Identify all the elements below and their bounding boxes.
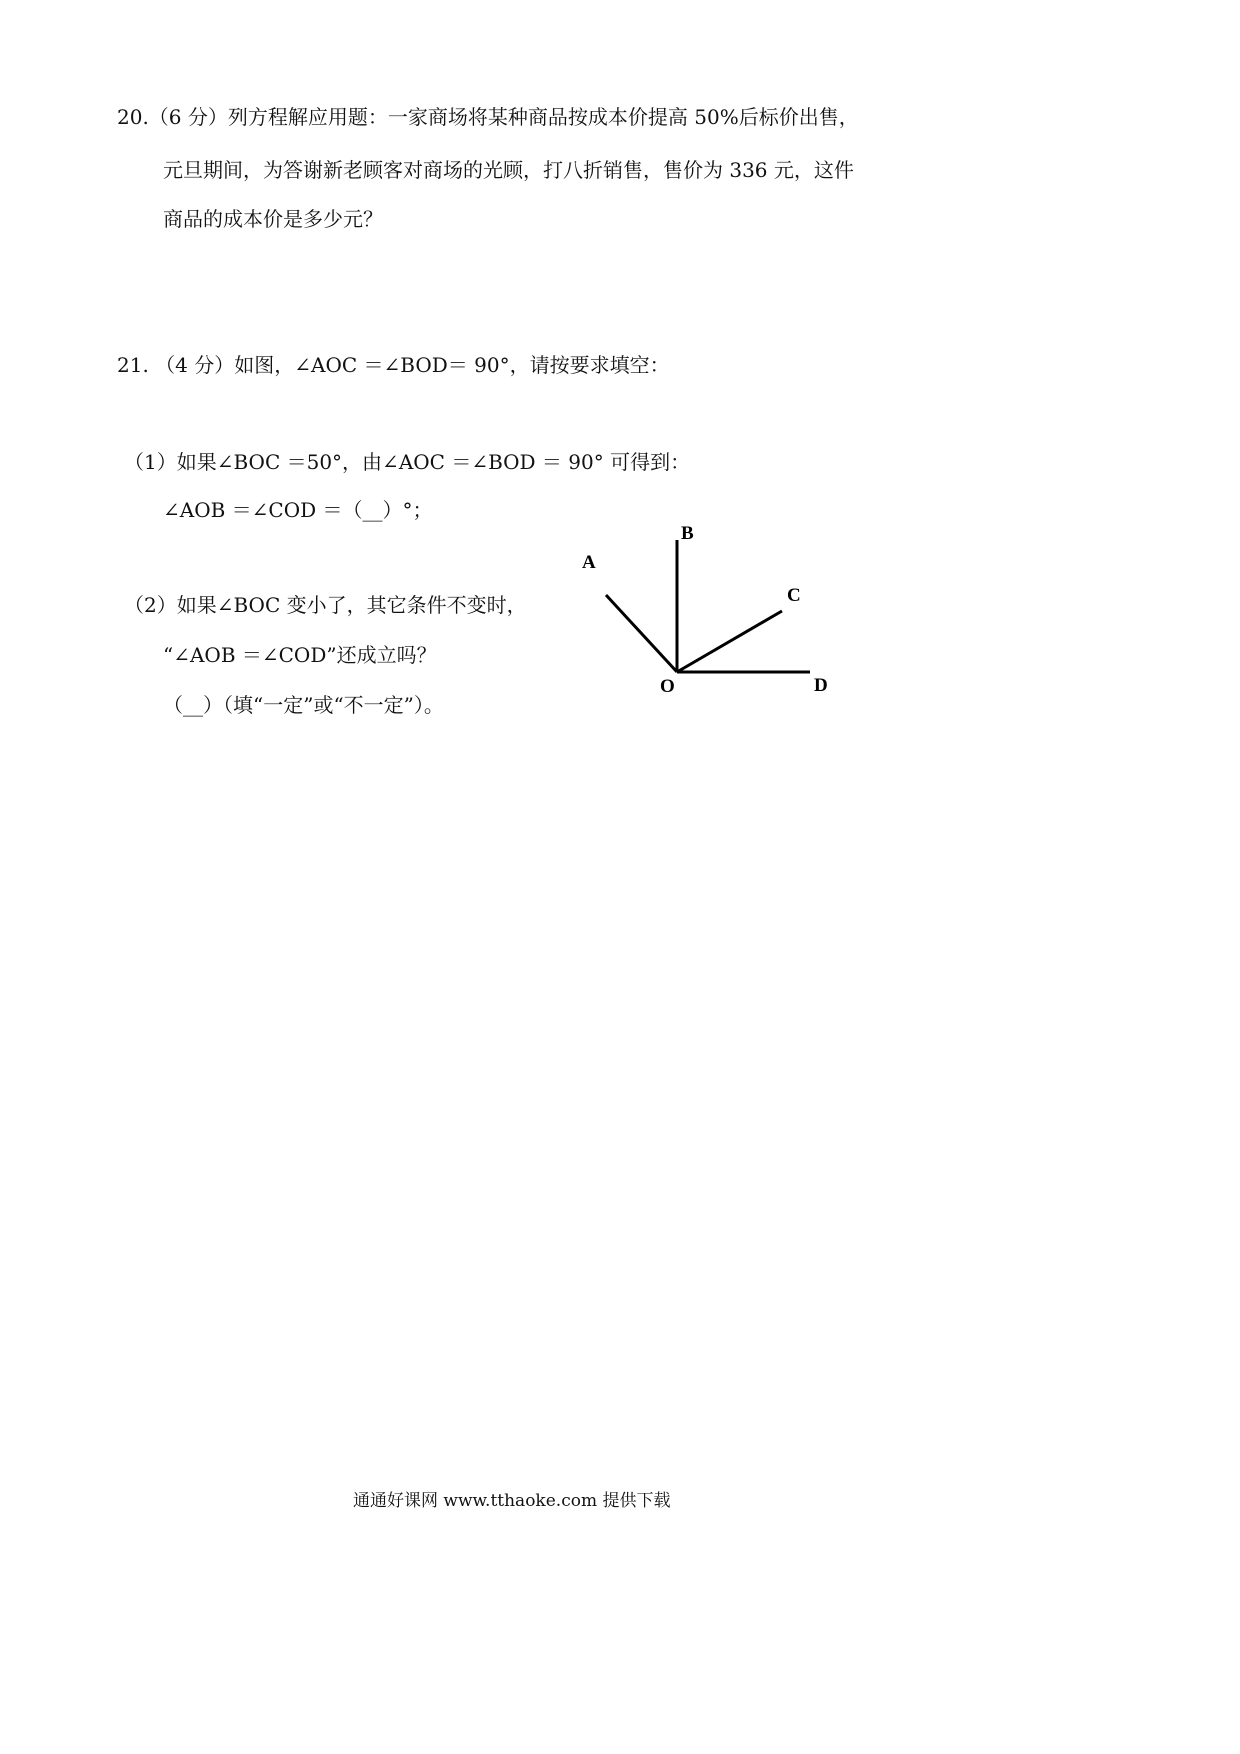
q21-part2-line-2: “∠AOB ＝∠COD”还成立吗？	[163, 643, 437, 667]
q21-part1-line-2: ∠AOB ＝∠COD ＝（__）°；	[163, 498, 433, 522]
q21-part2-line-1: （2）如果∠BOC 变小了，其它条件不变时，	[124, 593, 527, 617]
q20-line-3: 商品的成本价是多少元？	[163, 207, 383, 231]
q20-line-2: 元旦期间，为答谢新老顾客对商场的光顾，打八折销售，售价为 336 元，这件	[163, 158, 854, 182]
angle-diagram	[575, 525, 855, 700]
label-d: D	[814, 675, 828, 696]
q21-part1-line-1: （1）如果∠BOC ＝50°，由∠AOC ＝∠BOD ＝ 90° 可得到：	[124, 450, 691, 474]
angle-figure	[575, 525, 855, 700]
q21-part2-line-3: （__）（填“一定”或“不一定”）。	[163, 693, 444, 717]
q20-line-1: 20.（6 分）列方程解应用题：一家商场将某种商品按成本价提高 50%后标价出售，	[117, 105, 859, 129]
label-a: A	[582, 552, 596, 573]
ray-oc	[677, 611, 782, 672]
ray-oa	[606, 595, 677, 672]
label-c: C	[787, 585, 801, 606]
q21-stem: 21. （4 分）如图，∠AOC ＝∠BOD＝ 90°，请按要求填空：	[117, 353, 670, 377]
footer-source: 通通好课网 www.tthaoke.com 提供下载	[353, 1491, 671, 1511]
label-o: O	[660, 676, 675, 697]
label-b: B	[681, 525, 694, 544]
